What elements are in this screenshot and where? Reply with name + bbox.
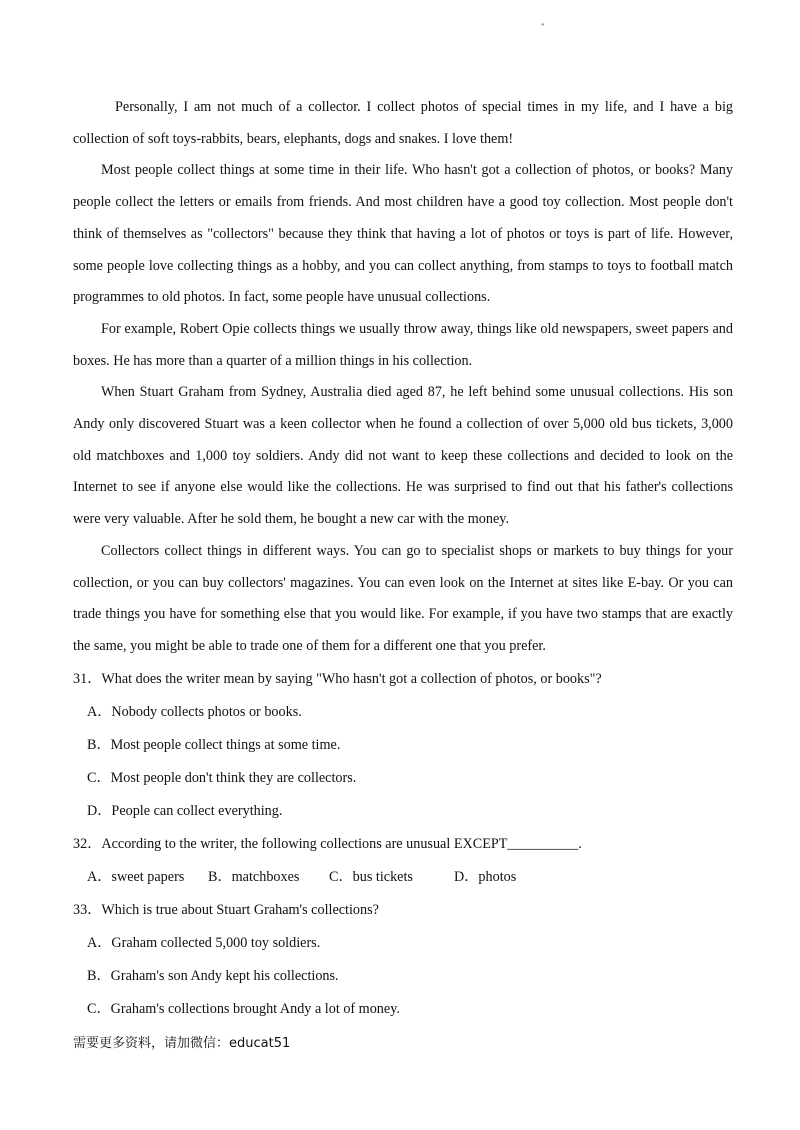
q32-option-c: C．bus tickets xyxy=(329,869,413,885)
footer-note: 需要更多资料，请加微信：educat51 xyxy=(73,1036,291,1051)
page-mark: " xyxy=(541,22,545,32)
q31-option-b: B．Most people collect things at some time. xyxy=(87,737,341,753)
question-list xyxy=(73,663,733,1026)
paragraph-4: When Stuart Graham from Sydney, Australia died aged 87, he left behind some unusual collections. His son Andy only discovered Stuart was a keen collector when he found a collection of over 5,000 old bus tickets, 3,000 old matchboxes and 1,000 toy soldiers. Andy did not want to keep these collections and decided to look on the Internet to see if anyone else would like the collections. He was surprised to find out that his father's collections were very valuable. After he sold them, he bought a new car with the money. xyxy=(73,384,733,528)
question-31: 31．What does the writer mean by saying "Who hasn't got a collection of photos, or books"? xyxy=(73,671,602,687)
q31-option-d: D．People can collect everything. xyxy=(87,803,283,819)
paragraph-5: Collectors collect things in different ways. You can go to specialist shops or markets to buy things for your collection, or you can buy collectors' magazines. You can even look on the Internet at sites like E-bay. Or you can trade things you have for something else that you would like. For example, if you have two stamps that are exactly the same, you might be able to trade one of them for a different one that you prefer. xyxy=(73,542,733,654)
question-33: 33．Which is true about Stuart Graham's collections? xyxy=(73,902,379,918)
q31-option-a: A．Nobody collects photos or books. xyxy=(87,704,302,720)
paragraph-1: Personally, I am not much of a collector. I collect photos of special times in my life, and I have a big collection of soft toys-rabbits, bears, elephants, dogs and snakes. I love them! xyxy=(73,99,733,147)
reading-passage xyxy=(73,92,733,663)
q31-option-c: C．Most people don't think they are collectors. xyxy=(87,770,357,786)
q33-option-b: B．Graham's son Andy kept his collections. xyxy=(87,968,339,984)
paragraph-2: Most people collect things at some time in their life. Who hasn't got a collection of photos, or books? Many people collect the letters or emails from friends. And most children have a good toy collection. Most people don't think of themselves as "collectors" because they think that having a lot of photos or toys is part of life. However, some people love collecting things as a hobby, and you can collect anything, from stamps to toys to football match programmes to old photos. In fact, some people have unusual collections. xyxy=(73,162,733,306)
question-32: 32．According to the writer, the following collections are unusual EXCEPT__________. xyxy=(73,836,582,852)
q32-option-d: D．photos xyxy=(454,869,517,885)
q32-options xyxy=(73,861,733,894)
q32-option-b: B．matchboxes xyxy=(208,869,300,885)
paragraph-3: For example, Robert Opie collects things we usually throw away, things like old newspapers, sweet papers and boxes. He has more than a quarter of a million things in his collection. xyxy=(73,320,733,369)
q33-option-a: A．Graham collected 5,000 toy soldiers. xyxy=(87,935,321,951)
q33-option-c: C．Graham's collections brought Andy a lot of money. xyxy=(87,1001,400,1017)
q32-option-a: A．sweet papers xyxy=(87,869,185,885)
